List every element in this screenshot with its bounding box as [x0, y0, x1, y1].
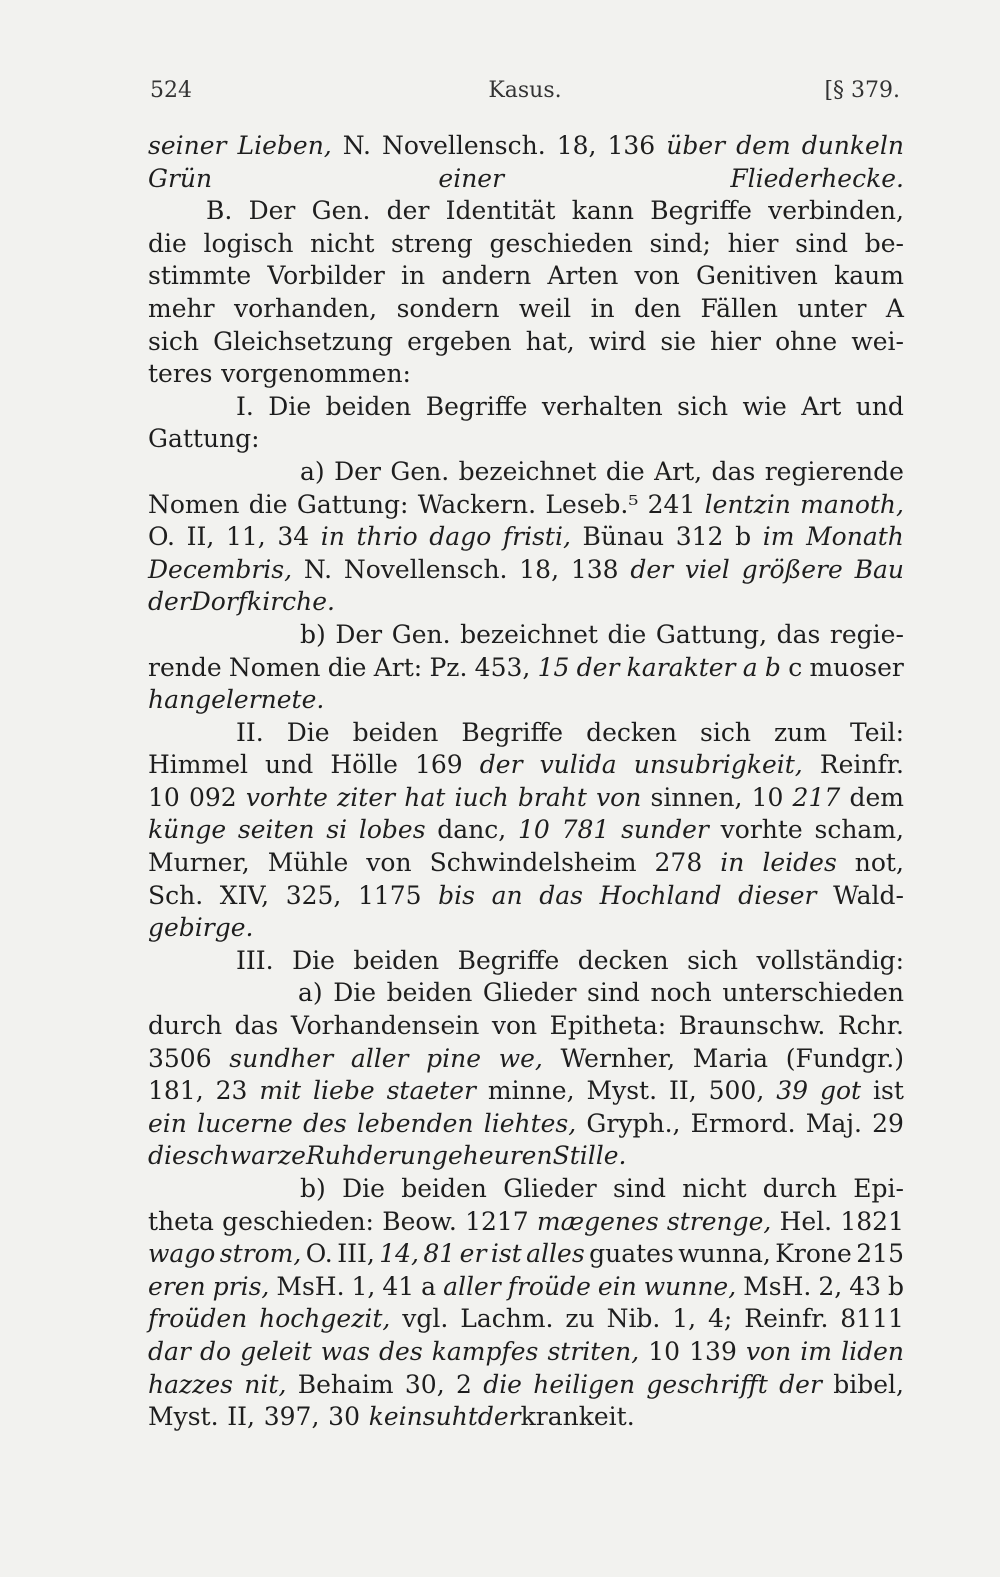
text-line: a) Der Gen. bezeichnet die Art, das regierende	[300, 456, 904, 486]
text-line: O. II, 11, 34 in thrio dago fristi, Bünau 312 b im Monath	[148, 522, 904, 552]
text-line: Sch. XIV, 325, 1175 bis an das Hochland dieser Wald-	[148, 880, 904, 910]
text-line: rende Nomen die Art: Pz. 453, 15 der karakter a b c muoser	[148, 652, 904, 682]
section-marker: [§ 379.	[824, 78, 900, 103]
text-line: Grün einer Fliederhecke.	[148, 163, 904, 193]
text-line: I. Die beiden Begriffe verhalten sich wie Art und	[236, 391, 904, 421]
text-line: mehr vorhanden, sondern weil in den Fällen unter A	[148, 293, 904, 323]
text-line: 3506 sundher aller pine we, Wernher, Maria (Fundgr.)	[148, 1043, 904, 1073]
text-line: Gattung:	[148, 424, 260, 454]
text-line: sich Gleichsetzung ergeben hat, wird sie hier ohne wei-	[148, 326, 904, 356]
text-line: eren pris, MsH. 1, 41 a aller froüde ein wunne, MsH. 2, 43 b	[148, 1271, 904, 1301]
text-line: b) Der Gen. bezeichnet die Gattung, das regie-	[300, 619, 904, 649]
text-line: b) Die beiden Glieder sind nicht durch Epi-	[300, 1174, 904, 1203]
text-line: gebirge.	[148, 913, 254, 943]
text-line: 181, 23 mit liebe staeter minne, Myst. II, 500, 39 got ist	[148, 1076, 904, 1106]
text-line: III. Die beiden Begriffe decken sich vollständig:	[236, 945, 904, 975]
text-line: der Dorfkirche.	[148, 587, 335, 617]
page-body-text	[148, 130, 904, 1434]
text-line: Myst. II, 397, 30 kein suht der krankeit.	[148, 1402, 635, 1432]
text-line: durch das Vorhandensein von Epitheta: Braunschw. Rchr.	[148, 1011, 904, 1041]
text-line: 10 092 vorhte ziter hat iuch braht von sinnen, 10 217 dem	[148, 782, 904, 812]
text-line: hazzes nit, Behaim 30, 2 die heiligen geschrifft der bibel,	[148, 1369, 904, 1399]
text-line: teres vorgenommen:	[148, 359, 411, 389]
text-line: han gelernet e.	[148, 685, 325, 715]
text-line: a) Die beiden Glieder sind noch unterschieden	[298, 978, 904, 1008]
text-line: II. Die beiden Begriffe decken sich zum Teil:	[236, 717, 904, 747]
text-line: seiner Lieben, N. Novellensch. 18, 136 über dem dunkeln	[148, 131, 904, 160]
text-line: die schwarze Ruh der ungeheuren Stille.	[148, 1141, 627, 1171]
running-header	[150, 78, 900, 118]
text-line: Nomen die Gattung: Wackern. Leseb.⁵ 241 lentzin manoth,	[148, 489, 904, 519]
text-line: Decembris, N. Novellensch. 18, 138 der viel größere Bau	[148, 554, 904, 584]
text-line: die logisch nicht streng geschieden sind; hier sind be-	[148, 228, 904, 258]
text-line: Himmel und Hölle 169 der vulida unsubrigkeit, Reinfr.	[148, 750, 904, 780]
running-title: Kasus.	[488, 78, 562, 103]
text-line: Murner, Mühle von Schwindelsheim 278 in leides not,	[148, 848, 904, 878]
text-line: theta geschieden: Beow. 1217 mægenes strenge, Hel. 1821	[148, 1206, 904, 1236]
text-line: stimmte Vorbilder in andern Arten von Genitiven kaum	[148, 261, 904, 291]
text-line: B. Der Gen. der Identität kann Begriffe verbinden,	[206, 196, 904, 226]
text-line: wago strom, O. III, 14, 81 er ist alles guates wunna, Krone 215	[148, 1239, 904, 1269]
page-number: 524	[150, 78, 192, 103]
text-line: ein lucerne des lebenden liehtes, Gryph., Ermord. Maj. 29	[148, 1108, 904, 1138]
text-line: froüden hochgezit, vgl. Lachm. zu Nib. 1, 4; Reinfr. 8111	[148, 1304, 904, 1334]
text-line: dar do geleit was des kampfes striten, 10 139 von im liden	[148, 1336, 904, 1366]
text-line: künge seiten si lobes danc, 10 781 sunder vorhte scham,	[148, 815, 904, 845]
